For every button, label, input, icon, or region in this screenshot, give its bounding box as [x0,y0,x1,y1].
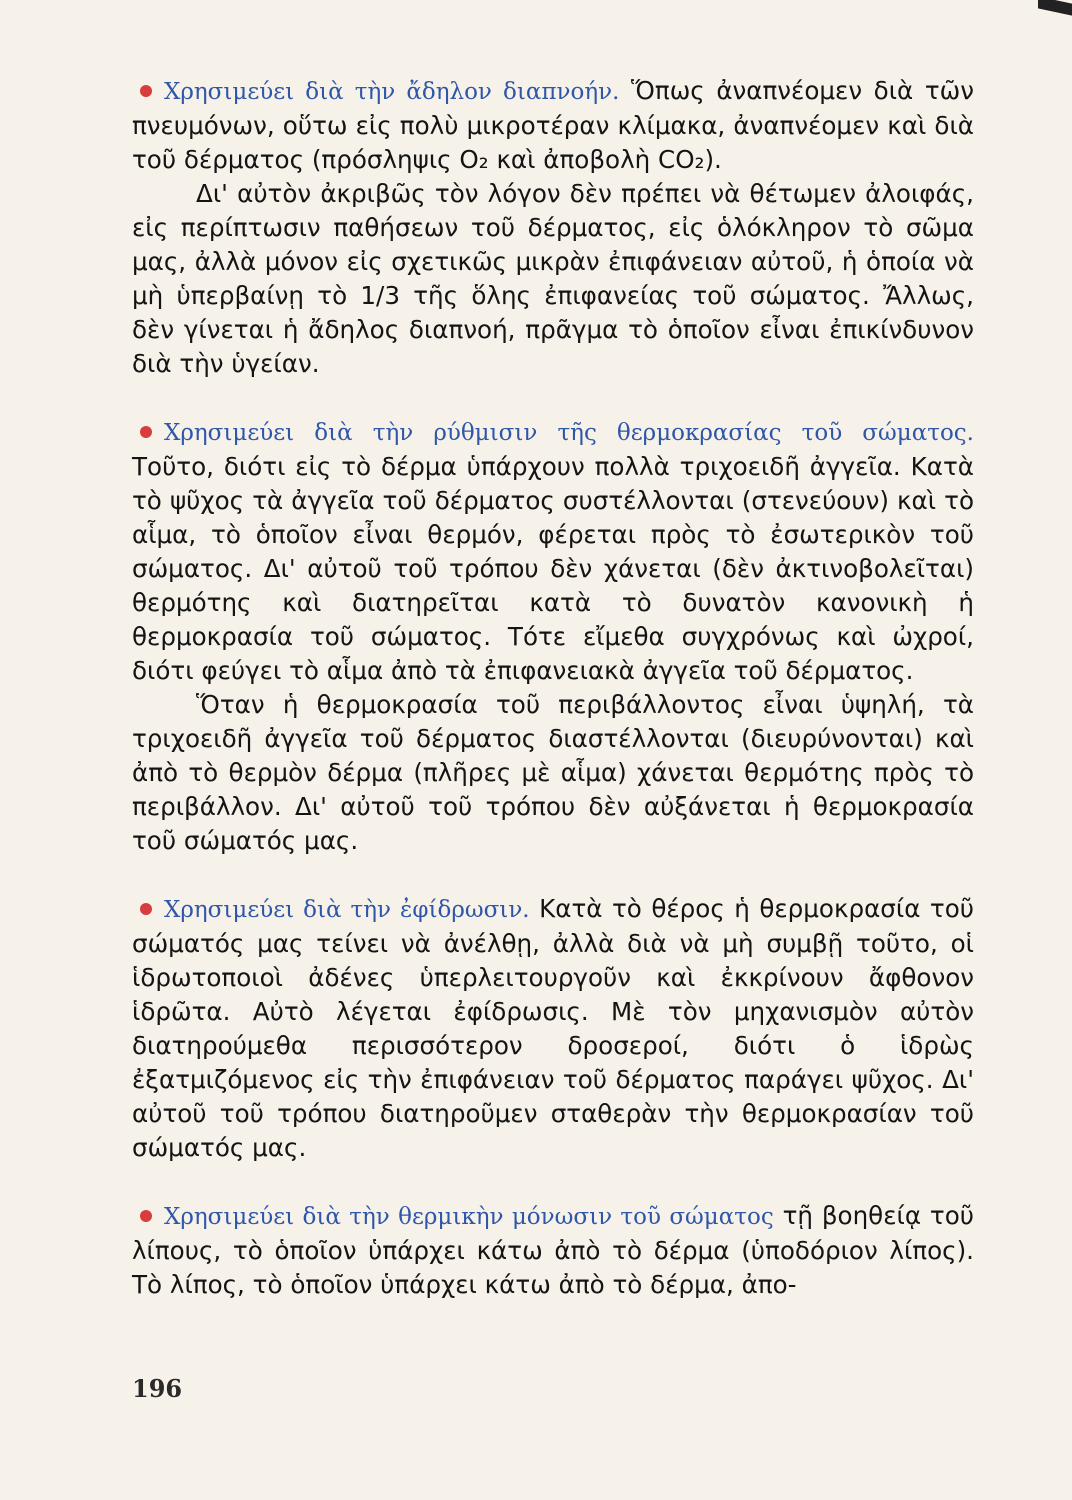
section-paragraph [132,892,974,1165]
section-paragraph [132,1199,974,1302]
bullet-icon [140,426,152,438]
section-sweating [132,892,974,1165]
paragraph-text: Τοῦτο, διότι εἰς τὸ δέρμα ὑπάρχουν πολλὰ τριχοειδῆ ἀγγεῖα. Κατὰ τὸ ψῦχος τὰ ἀγγεῖα τοῦ δέρματος συστέλλονται (στενεύουν) καὶ τὸ αἷμα, τὸ ὁποῖον εἶναι θερμόν, φέρεται πρὸς τὸ ἐσωτερικὸν τοῦ σώματος. Δι' αὐτοῦ τοῦ τρόπου δὲν χάνεται (δὲν ἀκτινοβολεῖται) θερμότης καὶ διατηρεῖται κατὰ τὸ δυνατὸν κανονικὴ ἡ θερμοκρασία τοῦ σώματος. Τότε εἴμεθα συγχρόνως καὶ ὠχροί, διότι φεύγει τὸ αἷμα ἀπὸ τὰ ἐπιφανειακὰ ἀγγεῖα τοῦ δέρματος. [132,452,974,685]
section-temperature-regulation [132,415,974,858]
section-heading: Χρησιμεύει διὰ τὴν ρύθμισιν τῆς θερμοκρασίας τοῦ σώματος. [164,420,974,446]
section-paragraph [132,415,974,688]
bullet-icon [140,1210,152,1222]
bullet-icon [140,85,152,97]
bullet-icon [140,903,152,915]
paragraph-text: Ὅταν ἡ θερμοκρασία τοῦ περιβάλλοντος εἶναι ὑψηλή, τὰ τριχοειδῆ ἀγγεῖα τοῦ δέρματος διαστέλλονται (διευρύνονται) καὶ ἀπὸ τὸ θερμὸν δέρμα (πλῆρες μὲ αἷμα) χάνεται θερμότης πρὸς τὸ περιβάλλον. Δι' αὐτοῦ τοῦ τρόπου δὲν αὐξάνεται ἡ θερμοκρασία τοῦ σώματός μας. [132,690,974,855]
section-heading: Χρησιμεύει διὰ τὴν θερμικὴν μόνωσιν τοῦ σώματος [164,1204,774,1230]
section-imperceptible-perspiration [132,74,974,381]
page-edge-mark [1038,0,1072,16]
section-heading: Χρησιμεύει διὰ τὴν ἄδηλον διαπνοήν. [164,79,620,105]
page-number: 196 [132,1374,183,1403]
section-paragraph [132,688,974,858]
document-page [132,74,974,1336]
paragraph-text: Δι' αὐτὸν ἀκριβῶς τὸν λόγον δὲν πρέπει νὰ θέτωμεν ἀλοιφάς, εἰς περίπτωσιν παθήσεων τοῦ δέρματος, εἰς ὁλόκληρον τὸ σῶμα μας, ἀλλὰ μόνον εἰς σχετικῶς μικρὰν ἐπιφάνειαν αὐτοῦ, ἡ ὁποία νὰ μὴ ὑπερβαίνῃ τὸ 1/3 τῆς ὅλης ἐπιφανείας τοῦ σώματος. Ἄλλως, δὲν γίνεται ἡ ἄδηλος διαπνοή, πρᾶγμα τὸ ὁποῖον εἶναι ἐπικίνδυνον διὰ τὴν ὑγείαν. [132,179,974,378]
section-heading: Χρησιμεύει διὰ τὴν ἐφίδρωσιν. [164,897,530,923]
section-paragraph [132,74,974,177]
paragraph-text: Ὅπως ἀναπνέομεν διὰ τῶν πνευμόνων, οὕτω εἰς πολὺ μικροτέραν κλίμακα, ἀναπνέομεν καὶ διὰ τοῦ δέρματος (πρόσληψις O₂ καὶ ἀποβολὴ CO₂). [132,76,974,174]
section-paragraph [132,177,974,381]
paragraph-text: Κατὰ τὸ θέρος ἡ θερμοκρασία τοῦ σώματός μας τείνει νὰ ἀνέλθῃ, ἀλλὰ διὰ νὰ μὴ συμβῇ τοῦτο, οἱ ἱδρωτοποιοὶ ἀδένες ὑπερλειτουργοῦν καὶ ἐκκρίνουν ἄφθονον ἱδρῶτα. Αὐτὸ λέγεται ἐφίδρωσις. Μὲ τὸν μηχανισμὸν αὐτὸν διατηρούμεθα περισσότερον δροσεροί, διότι ὁ ἱδρὼς ἐξατμιζόμενος εἰς τὴν ἐπιφάνειαν τοῦ δέρματος παράγει ψῦχος. Δι' αὐτοῦ τοῦ τρόπου διατηροῦμεν σταθερὰν τὴν θερμοκρασίαν τοῦ σώματός μας. [132,894,974,1162]
paragraph-text: τῇ βοηθείᾳ τοῦ λίπους, τὸ ὁποῖον ὑπάρχει κάτω ἀπὸ τὸ δέρμα (ὑποδόριον λίπος). Τὸ λίπος, τὸ ὁποῖον ὑπάρχει κάτω ἀπὸ τὸ δέρμα, ἀπο- [132,1201,974,1299]
section-thermal-insulation [132,1199,974,1302]
